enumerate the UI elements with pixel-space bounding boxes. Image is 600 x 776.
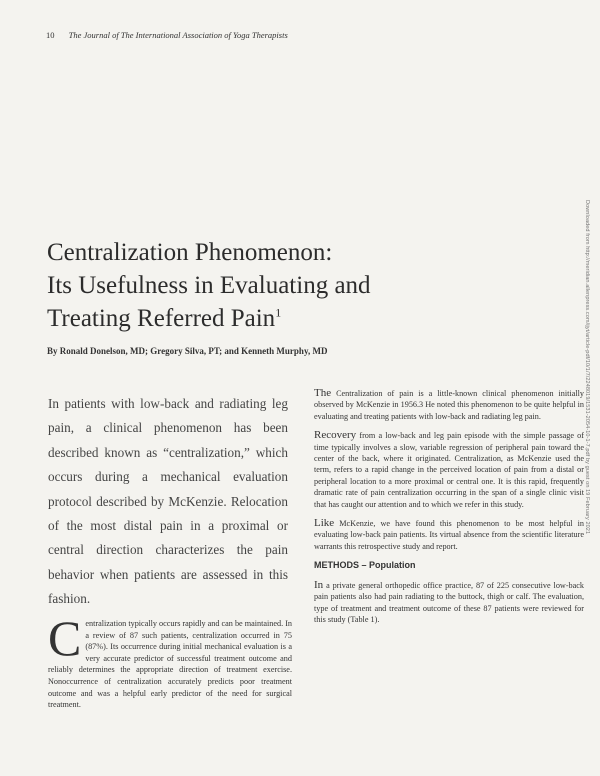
abstract: [48, 610, 293, 711]
paragraph-population: In a private general orthopedic office practice, 87 of 225 consecutive low-back pain patients also had pain radiating to the buttock, thigh or calf. The evaluation, type of treatment and treatment outcome of these 87 patients were reviewed for this study (Table 1).: [314, 578, 585, 624]
article-title: [47, 236, 527, 335]
paragraph-recovery: Recovery from a low-back and leg pain episode with the simple passage of time typically involves a slow, variable regression of peripheral pain toward the center of the back, where it originated. Centralization, as McKenzie used the term, refers to a rapid change in the perceived location of pain from a distal or peripheral location to a more proximal or central one. It is this rapid, frequently dramatic rate of pain centralization occurring in the span of a single clinic visit that has caught our attention and to which we refer in this study.: [314, 429, 584, 509]
pull-quote: In patients with low-back and radiating leg pain, a clinical phenomenon has been described known as “centralization,” which occurs during a mechanical evaluation protocol described by McKenzie. Relocation of the most distal pain in a proximal or central direction characterizes the pain behavior when patients are assessed in this fashion.: [48, 396, 288, 607]
running-header: [46, 30, 288, 40]
abstract-text: entralization typically occurs rapidly and can be maintained. In a review of 87 such patients, centralization occurred in 75 (87%). Its occurrence during initial mechanical evaluation is a very accurate predictor of successful treatment outcome and reliably determines the appropriate direction of treatment exercise. Nonoccurrence of centralization accurately predicts poor treatment outcome and was a helpful early predictor of the need for surgical treatment.: [48, 619, 293, 710]
body-column: [314, 388, 584, 633]
paragraph-intro: The Centralization of pain is a little-known clinical phenomenon initially observed by McKenzie in 1956.3 He noted this phenomenon to be quite helpful in evaluating and treating patients with low-back and radiating leg pain.: [314, 387, 585, 421]
title-footnote-marker: 1: [275, 305, 282, 320]
paragraph-mckenzie: Like McKenzie, we have found this phenomenon to be most helpful in evaluating low-back pain patients. Its virtual absence from the scientific literature warrants this retrospective study and report.: [314, 517, 585, 551]
page-number: 10: [46, 30, 55, 40]
download-watermark: Downloaded from http://meridian.allenpress.com/ijyt/article-pdf/10/1/7/2248019/1531-2054-10-1-7.pdf by guest on 19 February 2021: [584, 200, 590, 535]
author-byline: By Ronald Donelson, MD; Gregory Silva, PT; and Kenneth Murphy, MD: [47, 346, 328, 356]
drop-cap: C: [48, 610, 82, 666]
title-line-1: Centralization Phenomenon:: [47, 239, 333, 266]
title-line-2: Its Usefulness in Evaluating and: [47, 272, 371, 299]
title-line-3: Treating Referred Pain: [47, 305, 276, 332]
journal-name: The Journal of The International Association of Yoga Therapists: [68, 30, 288, 40]
section-heading-methods: METHODS – Population: [314, 560, 416, 571]
